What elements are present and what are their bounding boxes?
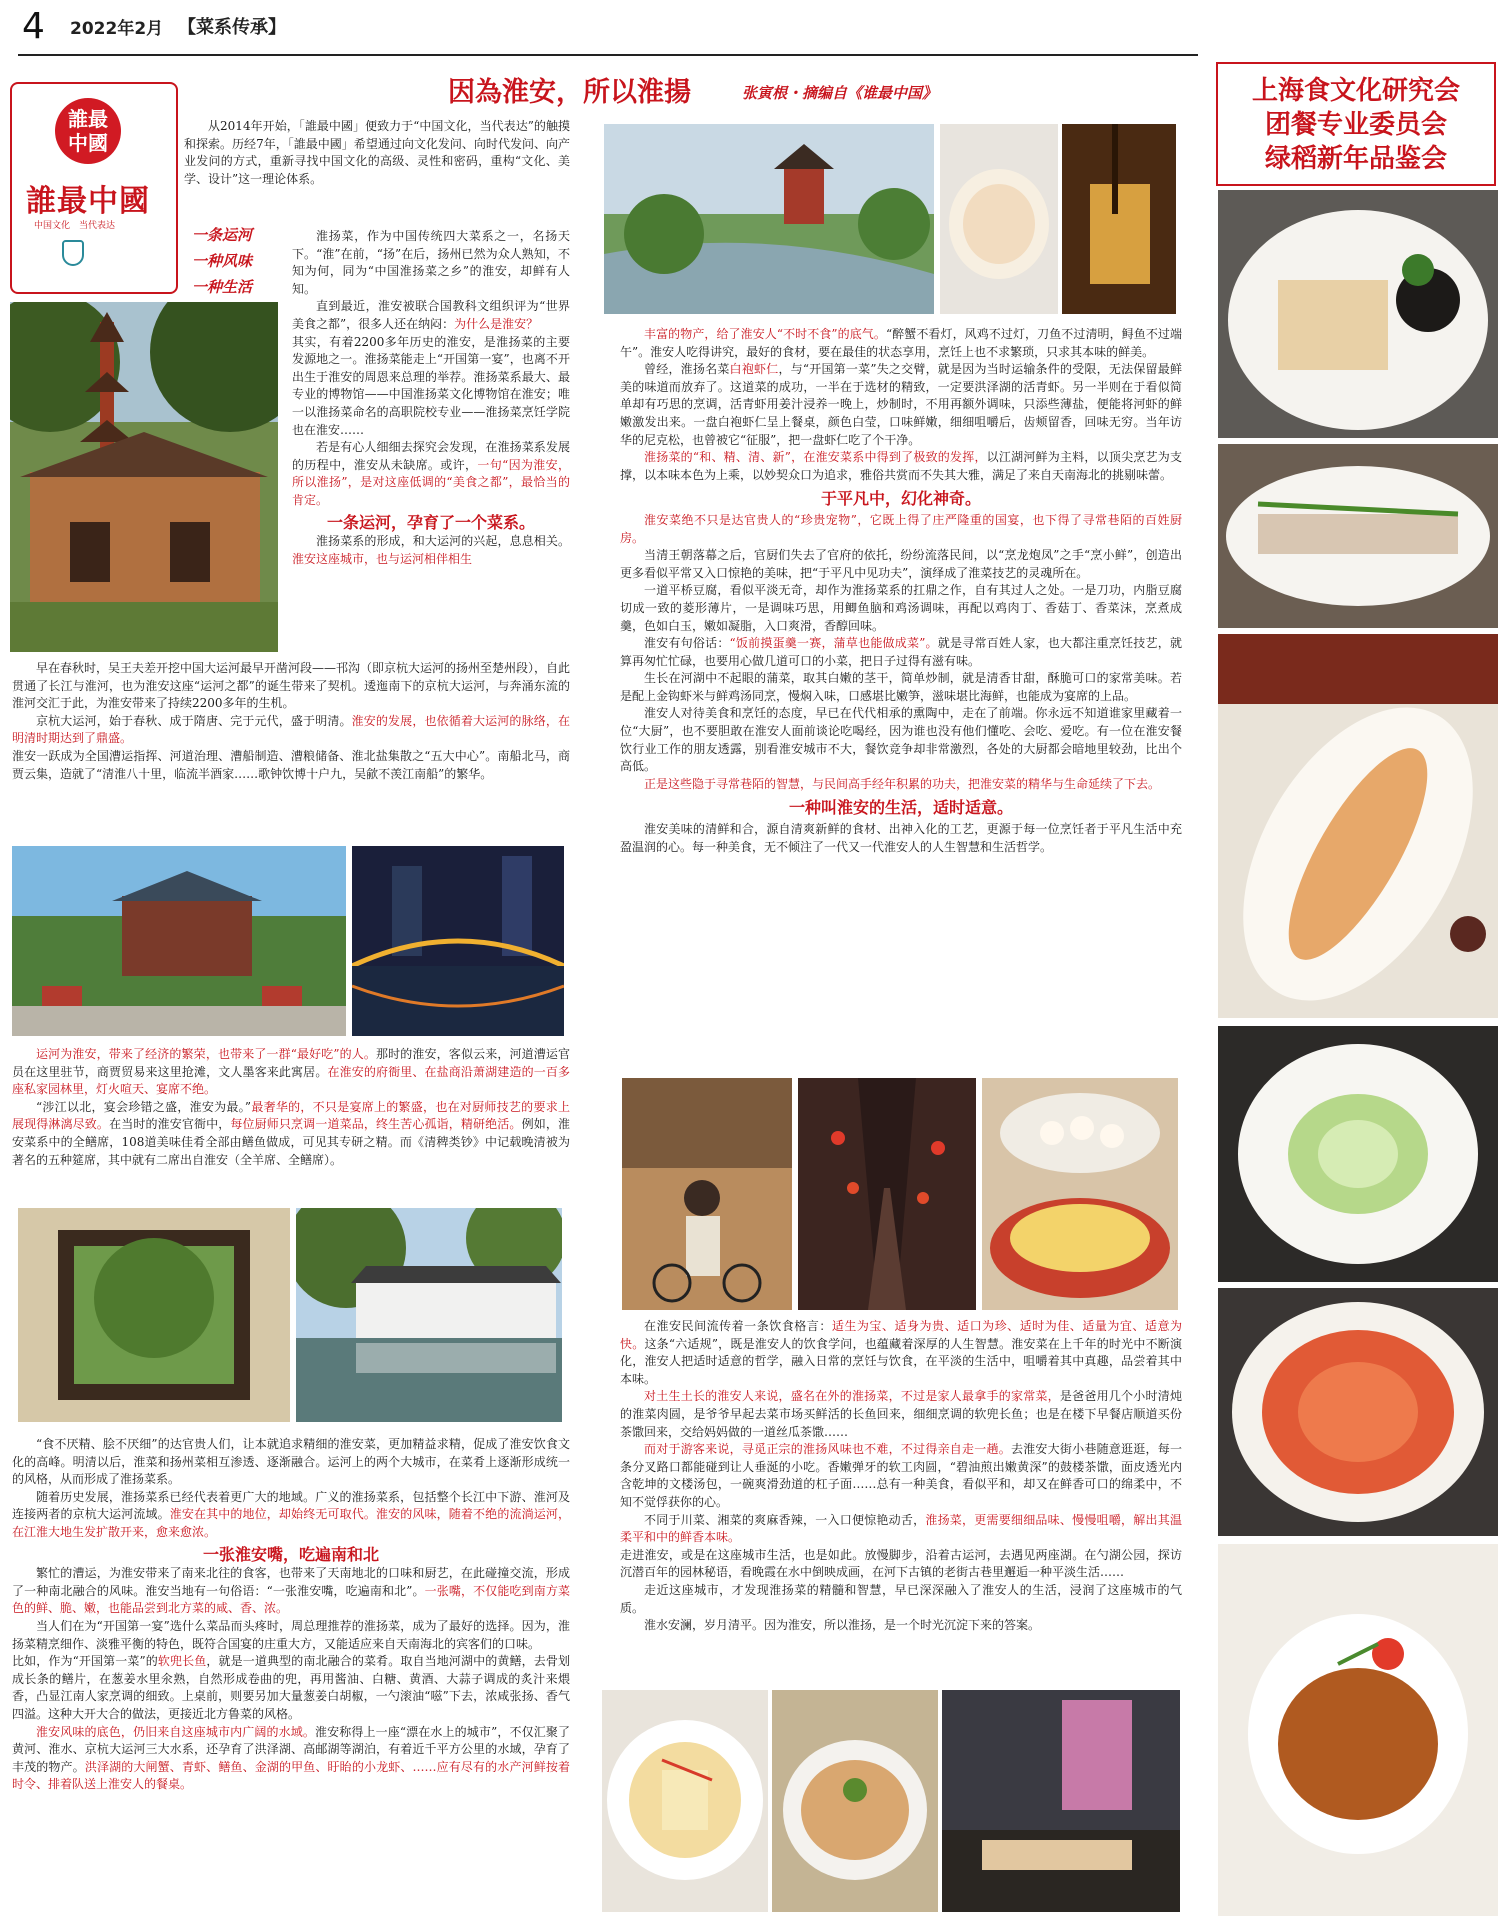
col1-block-d bbox=[12, 1436, 570, 1794]
col1-p5 bbox=[292, 533, 570, 568]
slogan-2: 一种风味 bbox=[192, 252, 253, 270]
pagoda-photo bbox=[10, 302, 278, 652]
col2-block-a bbox=[620, 326, 1182, 856]
city-gate-photo bbox=[12, 846, 346, 1036]
brand-logo-box bbox=[10, 82, 178, 294]
col2-p6: 一道平桥豆腐，看似平淡无奇，却作为淮扬菜系的扛鼎之作，自有其过人之处。一是刀功，内脂豆腐切成一致的菱形薄片，一是调味巧思，用鲫鱼脑和鸡汤调味，再配以鸡肉丁、香菇丁、香菜沫，烹煮成羹，色如白玉，嫩如凝脂，入口爽滑，香醇回味。 bbox=[620, 583, 1182, 633]
col1-p16-highlight2: 洪泽湖的大闸蟹、青虾、鳝鱼、金湖的甲鱼、盱眙的小龙虾、……应有尽有的水产河鲜按着时令、排着队送上淮安人的餐桌。 bbox=[12, 1759, 570, 1792]
col1-p8: 淮安一跃成为全国漕运指挥、河道治理、漕船制造、漕粮储备、淮北盐集散之“五大中心”。南船北马，商贾云集，造就了“清淮八十里，临流半酒家……歌钟饮博十户九，吴歈不羡江南船”的繁华。 bbox=[12, 748, 570, 781]
col1-p15-text: 比如，作为“开国第一菜”的 bbox=[12, 1654, 158, 1669]
col2-p14-highlight: 而对于游客来说，寻觅正宗的淮扬风味也不难，不过得亲自走一趟。 bbox=[644, 1442, 1011, 1457]
street-cyclist-photo bbox=[622, 1078, 792, 1310]
col2-p10: 正是这些隐于寻常巷陌的智慧，与民间高手经年积累的功夫，把淮安菜的精华与生命延续了下去。 bbox=[644, 776, 1161, 791]
col1-p13 bbox=[12, 1565, 570, 1618]
col2-p2-dish: 白袍虾仁 bbox=[729, 362, 779, 377]
seal-bottom-text: 中國 bbox=[68, 131, 108, 155]
col2-p17: 走近这座城市，才发现淮扬菜的精髓和智慧，早已深深融入了淮安人的生活，浸润了这座城市的气质。 bbox=[620, 1582, 1182, 1615]
col1-p16 bbox=[12, 1724, 570, 1794]
col1-p4-highlight: 一句“因为淮安，所以淮扬”，是对这座低调的“美食之都”，最恰当的肯定。 bbox=[292, 457, 570, 507]
event-line-2: 团餐专业委员会 bbox=[1264, 110, 1447, 140]
col2-block-b bbox=[620, 1318, 1182, 1635]
riverside-houses-photo bbox=[296, 1208, 562, 1422]
col1-p10-text: 在当时的淮安官衙中， bbox=[109, 1117, 231, 1132]
slogan-list bbox=[192, 222, 252, 300]
dumplings-soup-photo bbox=[982, 1078, 1178, 1310]
col1-p11: “食不厌精、脍不厌细”的达官贵人们，让本就追求精细的淮安菜，更加精益求精，促成了淮安饮食文化的高峰。明清以后，淮菜和扬州菜相互渗透、逐渐融合。运河上的两个大城市，在菜肴上逐渐形成统一的风格，从而形成了淮扬菜系。 bbox=[12, 1437, 570, 1487]
col1-p15-text2: ，就是一道典型的南北融合的菜肴。取自当地河湖中的黄鳝，去骨划成长条的鳝片，在葱姜水里氽熟，自然形成卷曲的兜，再用酱油、白糖、黄酒、大蒜子调成的炙汁来煨香，凸显江南人家烹调的细致。上桌前，则要另加大量葱姜白胡椒，一勺滚油“嗞”下去，浓咸张扬、香气四溢。这种大开大合的做法，更接近北方鲁菜的风格。 bbox=[12, 1654, 570, 1721]
subheading-ordinary: 于平凡中，幻化神奇。 bbox=[820, 489, 981, 509]
tea-photo bbox=[1062, 124, 1176, 314]
col2-p15-highlight: 淮扬菜，更需要细细品味、慢慢咀嚼，解出其温柔平和中的鲜香本味。 bbox=[620, 1512, 1182, 1545]
lantern-alley-photo bbox=[798, 1078, 976, 1310]
col1-p7 bbox=[12, 713, 570, 748]
col1-p9 bbox=[12, 1046, 570, 1099]
col1-p13-text: 繁忙的漕运，为淮安带来了南来北往的食客，也带来了天南地北的口味和厨艺，在此碰撞交流，形成了一种南北融合的风味。淮安当地有一句俗语：“一张淮安嘴，吃遍南和北”。 bbox=[12, 1566, 570, 1598]
night-bridge-photo bbox=[352, 846, 564, 1036]
col1-p10-highlight2: 每位厨师只烹调一道菜品，终生苦心孤诣，精研绝活。 bbox=[230, 1117, 522, 1132]
col2-p12-text: 在淮安民间流传着一条饮食格言： bbox=[644, 1319, 832, 1333]
header-rule bbox=[18, 54, 1198, 56]
col2-p7-text: 淮安有句俗话： bbox=[644, 636, 730, 651]
col1-p10 bbox=[12, 1099, 570, 1169]
col2-p2 bbox=[620, 361, 1182, 449]
col2-p14-text: 去淮安大街小巷随意逛逛，每一条分叉路口都能碰到让人垂涎的小吃。香嫩弹牙的软工肉圆，“碧油煎出嫩黄深”的鼓楼茶馓，面皮透光内含乾坤的文楼汤包，一碗爽滑劲道的杠子面……总有一种美食，看似平和，却又在鲜香可口的绵柔中，不知不觉俘获你的心。 bbox=[620, 1442, 1182, 1509]
col2-p13-highlight: 对土生土长的淮安人来说，盛名在外的淮扬菜，不过是家人最拿手的家常菜， bbox=[644, 1389, 1060, 1404]
sidebar-dish-greens-photo bbox=[1218, 1026, 1498, 1282]
sidebar-dish-shrimp-photo bbox=[1218, 1288, 1498, 1536]
sidebar-dish-sliced-photo bbox=[1218, 444, 1498, 628]
brand-tagline: 中国文化 当代表达 bbox=[34, 221, 116, 231]
col1-p5-highlight: 淮安这座城市，也与运河相伴相生 bbox=[292, 551, 473, 566]
col1-p7-highlight: 淮安的发展，也依循着大运河的脉络，在明清时期达到了鼎盛。 bbox=[12, 713, 570, 746]
col1-p1: 淮扬菜，作为中国传统四大菜系之一，名扬天下。“淮”在前，“扬”在后，扬州已然为众人熟知，不知为何，同为“中国淮扬菜之乡”的淮安，却鲜有人知。 bbox=[292, 229, 570, 296]
col2-p7-text2: 就是寻常百姓人家，也大都注重烹饪技艺，就算再匆忙忙碌，也要用心做几道可口的小菜，把日子过得有滋有味。 bbox=[620, 636, 1182, 668]
col2-p12-maxim: 适生为宝、适身为贵、适口为珍、适时为佳、适量为宜、适意为快。 bbox=[620, 1319, 1182, 1351]
event-title-box bbox=[1216, 62, 1496, 186]
col2-p5: 当清王朝落幕之后，官厨们失去了官府的依托，纷纷流落民间，以“烹龙炮凤”之手“烹小鲜”，创造出更多看似平常又入口惊艳的美味，把“于平凡中见功夫”，演绎成了淮菜技艺的灵魂所在。 bbox=[620, 548, 1182, 580]
col2-p7 bbox=[620, 635, 1182, 670]
subheading-canal: 一条运河，孕育了一个菜系。 bbox=[326, 512, 535, 532]
brand-seal bbox=[55, 98, 121, 164]
col1-p2-highlight: 为什么是淮安？ bbox=[454, 316, 539, 331]
col1-p15 bbox=[12, 1653, 570, 1723]
subheading-mouth: 一张淮安嘴，吃遍南和北 bbox=[202, 1544, 379, 1564]
col1-p2-text: 直到最近，淮安被联合国教科文组织评为“世界美食之都”，很多人还在纳闷： bbox=[292, 299, 570, 331]
lake-pavilion-photo bbox=[604, 124, 934, 314]
col2-p1 bbox=[620, 326, 1182, 361]
col2-p11: 淮安美味的清鲜和合，源自清爽新鲜的食材、出神入化的工艺，更源于每一位烹饪者于平凡生活中充盈温润的心。每一种美食，无不倾注了一代又一代淮安人的人生智慧和生活哲学。 bbox=[620, 822, 1182, 854]
page-number: 4 bbox=[22, 6, 45, 47]
col1-block-a bbox=[292, 228, 570, 568]
col2-p15-text: 不同于川菜、湘菜的爽麻香辣，一入口便惊艳动舌， bbox=[644, 1512, 926, 1527]
intro-text: 从2014年开始，「誰最中國」便致力于“中国文化，当代表达”的触摸和探索。历经7年，「誰最中國」希望通过向文化发问、向时代发问、向产业发问的方式，重新寻找中国文化的高级、灵性和密码，重构“文化、美学、设计”这一理论体系。 bbox=[184, 119, 570, 186]
col1-p12 bbox=[12, 1489, 570, 1542]
soup-bowl-photo bbox=[772, 1690, 938, 1912]
article-title: 因為淮安，所以淮揚 bbox=[448, 77, 691, 108]
col2-p12-text2: 这条“六适规”，既是淮安人的饮食学问，也蕴藏着深厚的人生智慧。淮安菜在上千年的时光中不断演化，淮安人把适时适意的哲学，融入日常的烹饪与饮食，在平淡的生活中，咀嚼着其中真趣，品尝着其中本味。 bbox=[620, 1336, 1182, 1386]
col2-p3-text: 以江湖河鲜为主料，以顶尖烹艺为支撑，以本味本色为上乘，以妙契众口为追求，雅俗共赏而不失其大雅，满足了来自天南海北的挑剔味蕾。 bbox=[620, 450, 1182, 482]
sidebar-dish-platter-photo bbox=[1218, 634, 1498, 1018]
col1-p12-text: 随着历史发展，淮扬菜系已经代表着更广大的地域。广义的淮扬菜系，包括整个长江中下游、淮河及连接两者的京杭大运河流域。 bbox=[12, 1489, 570, 1522]
col2-p12 bbox=[620, 1318, 1182, 1388]
col1-p4 bbox=[292, 439, 570, 509]
noodle-dish-photo bbox=[602, 1690, 768, 1912]
col1-p16-highlight: 淮安风味的底色，仍旧来自这座城市内广阔的水域。 bbox=[36, 1724, 315, 1739]
col1-p9-text: 那时的淮安，客似云来，河道漕运官员在这里驻节，商贾贸易来这里抢滩，文人墨客来此寓居。 bbox=[12, 1047, 570, 1079]
col2-p14 bbox=[620, 1441, 1182, 1511]
col2-p13 bbox=[620, 1388, 1182, 1441]
col1-p2 bbox=[292, 298, 570, 333]
col2-p16: 走进淮安，或是在这座城市生活，也是如此。放慢脚步，沿着古运河，去遇见两座湖。在勺湖公园，探访沉潜百年的园林秘语，看晚霞在水中倒映成画，在河下古镇的老街古巷里邂逅一种平淡生活…… bbox=[620, 1547, 1182, 1580]
col1-p9-highlight: 运河为淮安，带来了经济的繁荣，也带来了一群“最好吃”的人。 bbox=[36, 1047, 377, 1061]
col1-p5-text: 淮扬菜系的形成，和大运河的兴起，息息相关。 bbox=[316, 534, 570, 549]
slogan-3: 一种生活 bbox=[192, 278, 253, 296]
event-line-1: 上海食文化研究会 bbox=[1251, 76, 1460, 106]
col2-p3-highlight: 淮扬菜的“和、精、清、新”，在淮安菜系中得到了极致的发挥， bbox=[644, 450, 987, 465]
col2-p7-quote: “饭前摸蛋羹一赛，蒲草也能做成菜”。 bbox=[729, 636, 938, 651]
event-line-3: 绿稻新年品鉴会 bbox=[1264, 144, 1447, 174]
sidebar-dish-fish-photo bbox=[1218, 1544, 1498, 1916]
col1-p6: 早在春秋时，吴王夫差开挖中国大运河最早开凿河段——邗沟（即京杭大运河的扬州至楚州段），自此贯通了长江与淮河，也为淮安这座“运河之都”的诞生带来了契机。逶迤南下的京杭大运河，与奔涌东流的淮河交汇于此，为淮安带来了持续2200多年的生机。 bbox=[12, 661, 571, 711]
col2-p1-highlight: 丰富的物产，给了淮安人“不时不食”的底气。 bbox=[644, 327, 886, 341]
col2-p13-text: 是爸爸用几个小时清炖的淮菜肉圆，是爷爷早起去菜市场买鲜活的长鱼回来，细细烹调的软兜长鱼；也是在楼下早餐店顺道买份茶馓回来，交给妈妈做的一道丝瓜茶馓…… bbox=[620, 1389, 1182, 1439]
slogan-1: 一条运河 bbox=[192, 226, 253, 244]
col1-p4-text: 若是有心人细细去探究会发现，在淮扬菜系发展的历程中，淮安从未缺席。或许， bbox=[292, 440, 570, 472]
col2-p4: 淮安菜绝不只是达官贵人的“珍贵宠物”，它既上得了庄严隆重的国宴，也下得了寻常巷陌的百姓厨房。 bbox=[620, 512, 1182, 545]
brand-mark bbox=[62, 240, 84, 266]
shrimp-photo bbox=[940, 124, 1058, 314]
col1-block-c bbox=[12, 1046, 570, 1169]
street-snack-photo bbox=[942, 1690, 1180, 1912]
col1-p10-highlight: 最奢华的，不只是宴席上的繁盛，也在对厨师技艺的要求上展现得淋漓尽致。 bbox=[12, 1099, 570, 1132]
col1-p10-quote: “涉江以北，宴会珍错之盛，淮安为最。” bbox=[36, 1099, 252, 1114]
col2-p8: 生长在河湖中不起眼的蒲菜，取其白嫩的茎干，简单炒制，就是清香甘甜，酥脆可口的家常美味。若是配上金钩虾米与鲜鸡汤同烹，慢焖入味，口感堪比嫩笋，滋味堪比海鲜，也能成为宴席的上品。 bbox=[620, 671, 1182, 703]
col2-p2-text: 曾经，淮扬名菜 bbox=[644, 362, 730, 377]
col1-p13-highlight: 一张嘴，不仅能吃到南方菜色的鲜、脆、嫩，也能品尝到北方菜的咸、香、浓。 bbox=[12, 1583, 570, 1616]
col1-p3: 其实，有着2200多年历史的淮安，是淮扬菜的主要发源地之一。淮扬菜能走上“开国第一宴”，也离不开出生于淮安的周恩来总理的举荐。淮扬菜系最大、最专业的博物馆——中国淮扬菜文化博物馆在淮安；唯一以淮扬菜命名的高职院校专业——淮扬菜烹饪学院也在淮安…… bbox=[292, 334, 570, 437]
col1-p16-text: 淮安称得上一座“漂在水上的城市”，不仅汇聚了黄河、淮水、京杭大运河三大水系，还孕育了洪泽湖、高邮湖等湖泊，有着近千平方公里的水域，孕育了丰茂的物产。 bbox=[12, 1724, 570, 1774]
col2-p15 bbox=[620, 1512, 1182, 1547]
article-byline: 张寅根・摘编自《谁最中国》 bbox=[742, 84, 938, 102]
col2-p1-text: “醉蟹不看灯，风鸡不过灯，刀鱼不过清明，鲟鱼不过端午”。淮安人吃得讲究，最好的食材，要在最佳的状态享用，烹饪上也不求繁琐，只求其本味的鲜美。 bbox=[620, 327, 1182, 359]
col2-p9: 淮安人对待美食和烹饪的态度，早已在代代相承的熏陶中，走在了前端。你永远不知道谁家里藏着一位“大厨”，也不要胆敢在淮安人面前谈论吃喝经，因为谁也没有他们懂吃、会吃、爱吃。有一位在淮安餐饮行业工作的朋友透露，别看淮安城市不大，餐饮竞争却非常激烈，各处的大厨都会暗地里较劲，比出个高低。 bbox=[620, 706, 1182, 774]
col1-p10-text2: 例如，淮安菜系中的全鳝席，108道美味佳肴全部由鳝鱼做成，可见其专研之精。而《清稗类钞》中记载晚清被为著名的五种筵席，其中就有二席出自淮安（全羊席、全鳝席）。 bbox=[12, 1117, 570, 1167]
subheading-life: 一种叫淮安的生活，适时适意。 bbox=[788, 798, 1013, 818]
brand-name: 誰最中國 bbox=[26, 184, 150, 219]
sidebar-dish-chicken-photo bbox=[1218, 190, 1498, 438]
col1-p14: 当人们在为“开国第一宴”选什么菜品而头疼时，周总理推荐的淮扬菜，成为了最好的选择。因为，淮扬菜精烹细作、淡雅平衡的特色，既符合国宴的庄重大方，又能适应来自天南海北的宾客们的口味。 bbox=[12, 1618, 570, 1651]
col1-p7-text: 京杭大运河，始于春秋、成于隋唐、完于元代，盛于明清。 bbox=[36, 713, 352, 728]
col1-p12-highlight: 淮安在其中的地位，却始终无可取代。淮安的风味，随着不绝的流淌运河，在江淮大地生发扩散开来，愈来愈浓。 bbox=[12, 1507, 570, 1539]
column-name: 【菜系传承】 bbox=[178, 17, 286, 38]
col2-p2-text2: ，与“开国第一菜”失之交臂，就是因为当时运输条件的受限，无法保留最鲜美的味道而放弃了。这道菜的成功，一半在于选材的精致，一定要洪泽湖的活青虾。另一半则在于看似简单却有巧思的烹调，活青虾用姜汁浸养一晚上，炒制时，不用再额外调味，只添些薄盐，便能将河虾的鲜嫩激发出来。一盘白袍虾仁呈上餐桌，颜色白莹，口味鲜嫩，细细咀嚼后，齿颊留香，回味无穷。当年访华的尼克松，也曾被它“征服”，把一盘虾仁吃了个干净。 bbox=[620, 362, 1182, 447]
col1-block-b bbox=[12, 660, 570, 783]
intro-paragraph bbox=[184, 118, 570, 188]
col1-p9-highlight2: 在淮安的府衙里、在盐商沿萧湖建造的一百多座私家园林里，灯火喧天、宴席不绝。 bbox=[12, 1064, 570, 1097]
garden-window-photo bbox=[18, 1208, 290, 1422]
col1-p15-dish: 软兜长鱼 bbox=[157, 1654, 207, 1669]
page-header bbox=[0, 0, 1200, 56]
seal-top-text: 誰最 bbox=[68, 107, 108, 131]
col2-p3 bbox=[620, 449, 1182, 484]
page-date: 2022年2月 bbox=[70, 19, 164, 39]
col2-p18: 淮水安澜，岁月清平。因为淮安，所以淮扬，是一个时光沉淀下来的答案。 bbox=[644, 1618, 1041, 1633]
